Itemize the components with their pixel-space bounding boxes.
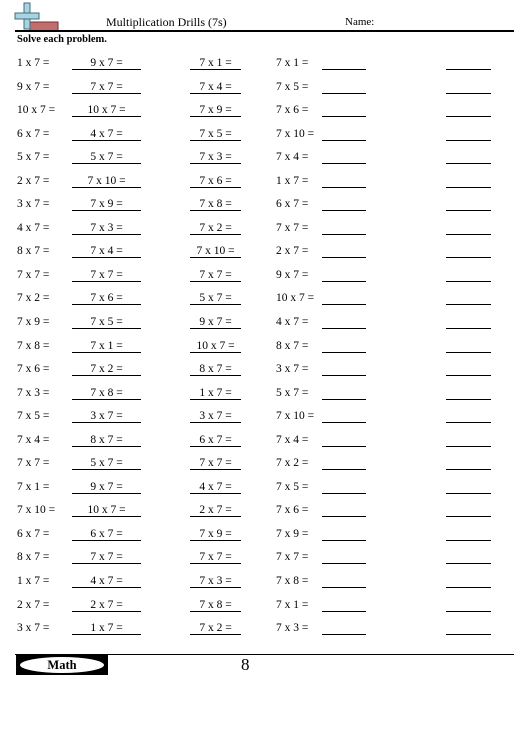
name-label: Name:	[345, 16, 375, 28]
problem-text: 7 x 6 =	[90, 292, 123, 305]
answer-blank[interactable]	[322, 140, 366, 141]
answer-blank[interactable]	[190, 234, 241, 235]
problem-row	[0, 264, 530, 288]
answer-blank[interactable]	[446, 304, 491, 305]
problem-text: 3 x 7 =	[17, 198, 50, 211]
answer-blank[interactable]	[190, 69, 241, 70]
problem-row	[0, 570, 530, 594]
answer-blank[interactable]	[446, 422, 491, 423]
answer-blank[interactable]	[190, 469, 241, 470]
problem-text: 8 x 7 =	[17, 245, 50, 258]
problem-text: 7 x 9 =	[276, 527, 309, 540]
problem-text: 7 x 10 =	[276, 127, 315, 140]
answer-blank[interactable]	[322, 540, 366, 541]
answer-blank[interactable]	[72, 116, 141, 117]
problem-text: 4 x 7 =	[17, 221, 50, 234]
answer-blank[interactable]	[72, 399, 141, 400]
problem-text: 7 x 7 =	[199, 268, 232, 281]
answer-blank[interactable]	[446, 69, 491, 70]
problem-text: 8 x 7 =	[17, 551, 50, 564]
answer-blank[interactable]	[322, 469, 366, 470]
problem-text: 5 x 7 =	[17, 151, 50, 164]
problem-row	[0, 240, 530, 264]
answer-blank[interactable]	[72, 352, 141, 353]
problem-text: 10 x 7 =	[276, 292, 315, 305]
problem-row	[0, 123, 530, 147]
answer-blank[interactable]	[446, 163, 491, 164]
problem-text: 7 x 3 =	[199, 575, 232, 588]
problem-text: 8 x 7 =	[199, 363, 232, 376]
answer-blank[interactable]	[72, 328, 141, 329]
answer-blank[interactable]	[322, 304, 366, 305]
answer-blank[interactable]	[190, 304, 241, 305]
problem-text: 7 x 8 =	[199, 598, 232, 611]
problem-text: 7 x 5 =	[276, 480, 309, 493]
answer-blank[interactable]	[72, 469, 141, 470]
answer-blank[interactable]	[322, 116, 366, 117]
problem-text: 3 x 7 =	[199, 410, 232, 423]
problem-text: 7 x 9 =	[199, 104, 232, 117]
problem-row	[0, 523, 530, 547]
answer-blank[interactable]	[446, 187, 491, 188]
page-number: 8	[241, 655, 250, 674]
answer-blank[interactable]	[190, 399, 241, 400]
problem-text: 7 x 4 =	[276, 433, 309, 446]
problem-text: 7 x 2 =	[17, 292, 50, 305]
problem-text: 5 x 7 =	[90, 457, 123, 470]
problem-row	[0, 546, 530, 570]
answer-blank[interactable]	[322, 281, 366, 282]
problem-text: 7 x 8 =	[90, 386, 123, 399]
problem-text: 7 x 7 =	[90, 268, 123, 281]
problem-text: 9 x 7 =	[276, 268, 309, 281]
problem-text: 2 x 7 =	[17, 598, 50, 611]
answer-blank[interactable]	[446, 375, 491, 376]
answer-blank[interactable]	[190, 587, 241, 588]
problem-text: 9 x 7 =	[199, 316, 232, 329]
problem-text: 7 x 4 =	[90, 245, 123, 258]
answer-blank[interactable]	[446, 93, 491, 94]
answer-blank[interactable]	[322, 257, 366, 258]
problem-text: 7 x 10 =	[87, 174, 126, 187]
problem-text: 7 x 8 =	[17, 339, 50, 352]
answer-blank[interactable]	[190, 540, 241, 541]
answer-blank[interactable]	[322, 634, 366, 635]
problem-text: 9 x 7 =	[90, 57, 123, 69]
problem-text: 7 x 3 =	[17, 386, 50, 399]
problem-text: 7 x 5 =	[90, 316, 123, 329]
problem-row	[0, 311, 530, 335]
problem-row	[0, 617, 530, 641]
problem-text: 7 x 9 =	[17, 316, 50, 329]
problem-text: 4 x 7 =	[90, 127, 123, 140]
answer-blank[interactable]	[446, 328, 491, 329]
problem-text: 7 x 2 =	[199, 622, 232, 635]
answer-blank[interactable]	[190, 375, 241, 376]
answer-blank[interactable]	[446, 352, 491, 353]
answer-blank[interactable]	[322, 399, 366, 400]
problem-text: 7 x 6 =	[199, 174, 232, 187]
problem-text: 7 x 10 =	[17, 504, 56, 517]
answer-blank[interactable]	[322, 516, 366, 517]
problem-text: 7 x 3 =	[90, 221, 123, 234]
answer-blank[interactable]	[190, 563, 241, 564]
answer-blank[interactable]	[190, 210, 241, 211]
answer-blank[interactable]	[446, 234, 491, 235]
answer-blank[interactable]	[446, 493, 491, 494]
problem-text: 7 x 1 =	[199, 57, 232, 69]
problem-text: 7 x 9 =	[199, 527, 232, 540]
problem-text: 7 x 7 =	[17, 457, 50, 470]
problem-text: 7 x 9 =	[90, 198, 123, 211]
problem-text: 7 x 2 =	[90, 363, 123, 376]
problem-text: 8 x 7 =	[276, 339, 309, 352]
problem-text: 10 x 7 =	[87, 504, 126, 517]
answer-blank[interactable]	[190, 187, 241, 188]
problem-text: 6 x 7 =	[90, 527, 123, 540]
problem-text: 4 x 7 =	[276, 316, 309, 329]
problem-text: 7 x 7 =	[276, 551, 309, 564]
answer-blank[interactable]	[190, 93, 241, 94]
problem-text: 5 x 7 =	[90, 151, 123, 164]
problem-text: 2 x 7 =	[199, 504, 232, 517]
problem-row	[0, 335, 530, 359]
problem-row	[0, 76, 530, 100]
problem-text: 7 x 5 =	[199, 127, 232, 140]
answer-blank[interactable]	[322, 422, 366, 423]
answer-blank[interactable]	[72, 516, 141, 517]
problem-text: 7 x 8 =	[276, 575, 309, 588]
problem-text: 6 x 7 =	[17, 127, 50, 140]
problem-text: 7 x 7 =	[199, 457, 232, 470]
answer-blank[interactable]	[72, 563, 141, 564]
problem-text: 4 x 7 =	[90, 575, 123, 588]
brand-label: Math	[20, 657, 104, 673]
problem-text: 7 x 7 =	[17, 268, 50, 281]
answer-blank[interactable]	[322, 234, 366, 235]
problem-row	[0, 146, 530, 170]
problem-row	[0, 193, 530, 217]
answer-blank[interactable]	[446, 611, 491, 612]
problem-row	[0, 452, 530, 476]
answer-blank[interactable]	[322, 611, 366, 612]
problem-text: 7 x 1 =	[90, 339, 123, 352]
problem-grid	[0, 52, 530, 641]
problem-row	[0, 52, 530, 76]
answer-blank[interactable]	[322, 587, 366, 588]
problem-text: 10 x 7 =	[17, 104, 56, 117]
answer-blank[interactable]	[446, 257, 491, 258]
answer-blank[interactable]	[190, 634, 241, 635]
answer-blank[interactable]	[446, 563, 491, 564]
problem-text: 3 x 7 =	[276, 363, 309, 376]
problem-text: 2 x 7 =	[90, 598, 123, 611]
answer-blank[interactable]	[72, 93, 141, 94]
problem-text: 7 x 8 =	[199, 198, 232, 211]
problem-text: 2 x 7 =	[17, 174, 50, 187]
page-title: Multiplication Drills (7s)	[106, 15, 227, 29]
answer-blank[interactable]	[322, 69, 366, 70]
brand-badge	[16, 655, 108, 675]
answer-blank[interactable]	[446, 469, 491, 470]
answer-blank[interactable]	[190, 257, 241, 258]
answer-blank[interactable]	[72, 304, 141, 305]
problem-text: 5 x 7 =	[199, 292, 232, 305]
answer-blank[interactable]	[72, 422, 141, 423]
answer-blank[interactable]	[190, 422, 241, 423]
problem-text: 7 x 1 =	[276, 598, 309, 611]
problem-text: 7 x 5 =	[276, 80, 309, 93]
problem-text: 7 x 7 =	[276, 221, 309, 234]
problem-text: 1 x 7 =	[17, 575, 50, 588]
answer-blank[interactable]	[446, 140, 491, 141]
problem-text: 3 x 7 =	[90, 410, 123, 423]
problem-row	[0, 594, 530, 618]
problem-text: 1 x 7 =	[199, 386, 232, 399]
problem-text: 6 x 7 =	[199, 433, 232, 446]
problem-text: 7 x 3 =	[199, 151, 232, 164]
answer-blank[interactable]	[446, 516, 491, 517]
problem-row	[0, 405, 530, 429]
problem-text: 8 x 7 =	[90, 433, 123, 446]
problem-text: 7 x 7 =	[90, 551, 123, 564]
answer-blank[interactable]	[190, 611, 241, 612]
answer-blank[interactable]	[446, 446, 491, 447]
problem-row	[0, 287, 530, 311]
problem-text: 7 x 4 =	[276, 151, 309, 164]
problem-text: 6 x 7 =	[276, 198, 309, 211]
answer-blank[interactable]	[446, 540, 491, 541]
problem-text: 7 x 7 =	[199, 551, 232, 564]
problem-text: 7 x 4 =	[199, 80, 232, 93]
problem-text: 4 x 7 =	[199, 480, 232, 493]
answer-blank[interactable]	[446, 116, 491, 117]
problem-text: 1 x 7 =	[17, 57, 50, 69]
problem-text: 2 x 7 =	[276, 245, 309, 258]
answer-blank[interactable]	[322, 563, 366, 564]
answer-blank[interactable]	[72, 611, 141, 612]
answer-blank[interactable]	[190, 140, 241, 141]
answer-blank[interactable]	[72, 187, 141, 188]
problem-row	[0, 170, 530, 194]
answer-blank[interactable]	[446, 634, 491, 635]
problem-row	[0, 429, 530, 453]
answer-blank[interactable]	[446, 210, 491, 211]
answer-blank[interactable]	[446, 281, 491, 282]
answer-blank[interactable]	[322, 93, 366, 94]
problem-text: 7 x 5 =	[17, 410, 50, 423]
answer-blank[interactable]	[322, 328, 366, 329]
answer-blank[interactable]	[190, 281, 241, 282]
instructions: Solve each problem.	[17, 34, 107, 45]
answer-blank[interactable]	[322, 375, 366, 376]
problem-text: 7 x 7 =	[90, 80, 123, 93]
answer-blank[interactable]	[72, 210, 141, 211]
problem-row	[0, 476, 530, 500]
problem-text: 7 x 4 =	[17, 433, 50, 446]
problem-row	[0, 499, 530, 523]
answer-blank[interactable]	[72, 163, 141, 164]
problem-text: 7 x 6 =	[17, 363, 50, 376]
answer-blank[interactable]	[190, 493, 241, 494]
problem-row	[0, 217, 530, 241]
problem-text: 1 x 7 =	[90, 622, 123, 635]
answer-blank[interactable]	[72, 69, 141, 70]
problem-row	[0, 382, 530, 406]
answer-blank[interactable]	[322, 352, 366, 353]
answer-blank[interactable]	[446, 587, 491, 588]
answer-blank[interactable]	[322, 446, 366, 447]
problem-text: 7 x 2 =	[276, 457, 309, 470]
problem-text: 10 x 7 =	[196, 339, 235, 352]
answer-blank[interactable]	[72, 281, 141, 282]
problem-text: 9 x 7 =	[90, 480, 123, 493]
problem-text: 10 x 7 =	[87, 104, 126, 117]
answer-blank[interactable]	[72, 234, 141, 235]
answer-blank[interactable]	[72, 634, 141, 635]
answer-blank[interactable]	[190, 116, 241, 117]
answer-blank[interactable]	[190, 163, 241, 164]
problem-text: 9 x 7 =	[17, 80, 50, 93]
problem-text: 7 x 6 =	[276, 104, 309, 117]
answer-blank[interactable]	[72, 540, 141, 541]
answer-blank[interactable]	[190, 446, 241, 447]
problem-text: 1 x 7 =	[276, 174, 309, 187]
answer-blank[interactable]	[190, 352, 241, 353]
answer-blank[interactable]	[72, 140, 141, 141]
answer-blank[interactable]	[322, 187, 366, 188]
math-logo	[14, 2, 60, 32]
problem-row	[0, 358, 530, 382]
answer-blank[interactable]	[322, 163, 366, 164]
problem-text: 7 x 10 =	[276, 410, 315, 423]
problem-text: 7 x 3 =	[276, 622, 309, 635]
problem-text: 7 x 10 =	[196, 245, 235, 258]
problem-text: 6 x 7 =	[17, 527, 50, 540]
answer-blank[interactable]	[190, 328, 241, 329]
answer-blank[interactable]	[322, 210, 366, 211]
problem-text: 7 x 6 =	[276, 504, 309, 517]
problem-text: 7 x 2 =	[199, 221, 232, 234]
answer-blank[interactable]	[72, 446, 141, 447]
answer-blank[interactable]	[72, 587, 141, 588]
problem-text: 3 x 7 =	[17, 622, 50, 635]
answer-blank[interactable]	[72, 257, 141, 258]
problem-text: 5 x 7 =	[276, 386, 309, 399]
answer-blank[interactable]	[322, 493, 366, 494]
answer-blank[interactable]	[72, 375, 141, 376]
answer-blank[interactable]	[72, 493, 141, 494]
header-rule	[15, 30, 514, 32]
answer-blank[interactable]	[446, 399, 491, 400]
answer-blank[interactable]	[190, 516, 241, 517]
problem-row	[0, 99, 530, 123]
problem-text: 7 x 1 =	[276, 57, 309, 69]
problem-text: 7 x 1 =	[17, 480, 50, 493]
